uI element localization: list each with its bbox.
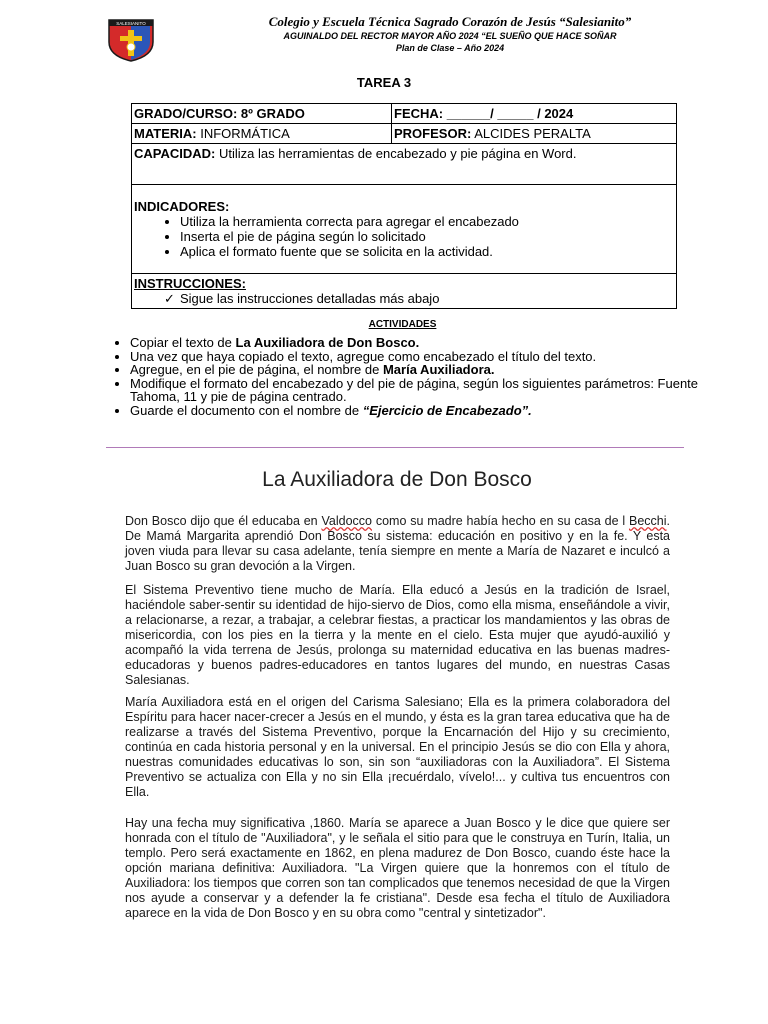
table-row — [132, 104, 677, 124]
fecha-label: FECHA: — [394, 106, 444, 121]
indicadores-list — [134, 214, 674, 259]
list-item: • Aplica el formato fuente que se solicita en la actividad. — [180, 244, 674, 259]
actividad-text: Guarde el documento con el nombre de — [130, 402, 363, 418]
capacidad-label: CAPACIDAD: — [134, 146, 216, 161]
misspelled-word: Valdocco — [321, 514, 372, 528]
paragraph-3: María Auxiliadora está en el origen del Carisma Salesiano; Ella es la primera colaboradora del Espíritu para hacer nacer-crecer a Jesús en el mundo, y ésta es la gran tarea educativa que ha de realizarse a través del Sistema Preventivo, porque la Encarnación del Hijo y su crecimiento, continúa en cada historia personal y en la universal. En el principio Jesús se dio con Ella y ahora, nuestras comunidades educativas lo son, sin son “auxiliadoras con la Auxiliadora”. El Sistema Preventivo se actualiza con Ella y no sin Ella ¡recuérdalo, vívelo!... y cultiva tus encuentros con Ella. — [125, 695, 670, 799]
class-info-table — [131, 103, 677, 309]
list-item — [130, 350, 740, 364]
materia-cell — [132, 124, 392, 144]
indicadores-label: INDICADORES: — [134, 199, 230, 214]
text-run: como su madre había hecho en su casa de l — [371, 514, 629, 528]
checkmark-icon: ✓ — [164, 291, 175, 306]
actividad-text: Agregue, en el pie de página, el nombre de — [130, 362, 383, 377]
indicadores-cell — [132, 185, 677, 274]
section-divider — [106, 447, 684, 448]
actividades-heading: ACTIVIDADES — [368, 319, 437, 330]
table-row — [132, 274, 677, 309]
paragraph-4: Hay una fecha muy significativa ,1860. María se aparece a Juan Bosco y le dice que quiere ser honrada con el título de "Auxiliadora", y le señala el sitio para que le construya en Turín, Italia, un templo. Pero será exactamente en 1862, en plena madurez de Don Bosco, cuando éste hace la opción mariana definitiva: Auxiliadora. "La Virgen quiere que la honremos con el título de Auxiliadora: los tiempos que corren son tan complicados que tenemos necesidad de que la Virgen nos ayude a conservar y a defender la fe cristiana". Desde esa fecha el título de Auxiliadora aparece en la vida de Don Bosco y en su obra como "central y sintetizador". — [125, 816, 670, 920]
text-run: . De Mamá Margarita aprendió Don Bosco su sistema: educación en positivo y en la fe. Y esta joven viuda para llevar su casa adelante, tenía siempre en mente a María de Nazaret e inculcó a Juan Bosco su gran devoción a la Virgen. — [125, 514, 670, 573]
profesor-label: PROFESOR: — [394, 126, 472, 141]
table-row — [132, 124, 677, 144]
table-row — [132, 185, 677, 274]
materia-label: MATERIA: — [134, 126, 197, 141]
misspelled-word: Becchi — [628, 514, 667, 528]
instrucciones-label: INSTRUCCIONES: — [134, 276, 246, 291]
capacidad-value: Utiliza las herramientas de encabezado y pie página en Word. — [219, 146, 577, 161]
list-item: • Utiliza la herramienta correcta para agregar el encabezado — [180, 214, 674, 229]
actividad-bold: “Ejercicio de Encabezado”. — [362, 402, 532, 418]
document-header — [0, 10, 768, 66]
fecha-value: ______/ _____ / 2024 — [446, 106, 574, 121]
actividad-bold: María Auxiliadora. — [382, 362, 495, 377]
grado-value: 8º GRADO — [240, 106, 305, 121]
grado-label: GRADO/CURSO: — [134, 106, 238, 121]
actividades-list — [104, 336, 740, 417]
list-item — [130, 336, 740, 350]
text-run: Don Bosco dijo que él educaba en — [125, 514, 322, 528]
school-name: Colegio y Escuela Técnica Sagrado Corazón de Jesús “Salesianito” — [268, 14, 632, 29]
paragraph-1 — [125, 514, 670, 574]
document-title: La Auxiliadora de Don Bosco — [262, 468, 532, 491]
header-text — [170, 14, 730, 54]
svg-text:SALESIANITO: SALESIANITO — [116, 21, 146, 26]
list-item: • Inserta el pie de página según lo solicitado — [180, 229, 674, 244]
actividad-text: Copiar el texto de — [130, 335, 236, 350]
header-plan: Plan de Clase – Año 2024 — [395, 43, 505, 53]
profesor-cell — [392, 124, 677, 144]
profesor-value: ALCIDES PERALTA — [474, 126, 591, 141]
fecha-cell — [392, 104, 677, 124]
actividad-bold: La Auxiliadora de Don Bosco. — [235, 335, 420, 350]
table-row — [132, 144, 677, 185]
materia-value: INFORMÁTICA — [200, 126, 290, 141]
grado-cell — [132, 104, 392, 124]
instrucciones-list — [134, 291, 674, 306]
capacidad-cell — [132, 144, 677, 185]
actividad-text: Modifique el formato del encabezado y del pie de página, según los siguientes parámetros: Fuente Tahoma, 11 y pie de página centrado. — [130, 375, 699, 404]
task-title: TAREA 3 — [356, 75, 412, 90]
school-crest-logo — [106, 16, 156, 62]
list-item — [164, 291, 674, 306]
actividad-text: Una vez que haya copiado el texto, agregue como encabezado el título del texto. — [130, 348, 597, 364]
list-item — [130, 377, 740, 404]
list-item — [130, 363, 740, 377]
instrucciones-text: Sigue las instrucciones detalladas más abajo — [180, 291, 440, 306]
header-motto: AGUINALDO DEL RECTOR MAYOR AÑO 2024 “EL SUEÑO QUE HACE SOÑAR — [283, 31, 617, 41]
list-item — [130, 404, 740, 418]
paragraph-2: El Sistema Preventivo tiene mucho de María. Ella educó a Jesús en la tradición de Israel, haciéndole saber-sentir su identidad de hijo-siervo de Dios, como ella misma, enseñándole a vivir, a relacionarse, a rezar, a trabajar, a celebrar fiestas, a practicar los mandamientos y las obras de misericordia, con los pies en la tierra y la mente en el cielo. Esta mujer que ayudó-auxilió y acompañó la vida terrena de Jesús, prolonga su maternidad educativa en las buenas madres-educadoras y buenos padres-educadores en tantos lugares del mundo, en nuestras Casas Salesianas. — [125, 583, 670, 687]
instrucciones-cell — [132, 274, 677, 309]
